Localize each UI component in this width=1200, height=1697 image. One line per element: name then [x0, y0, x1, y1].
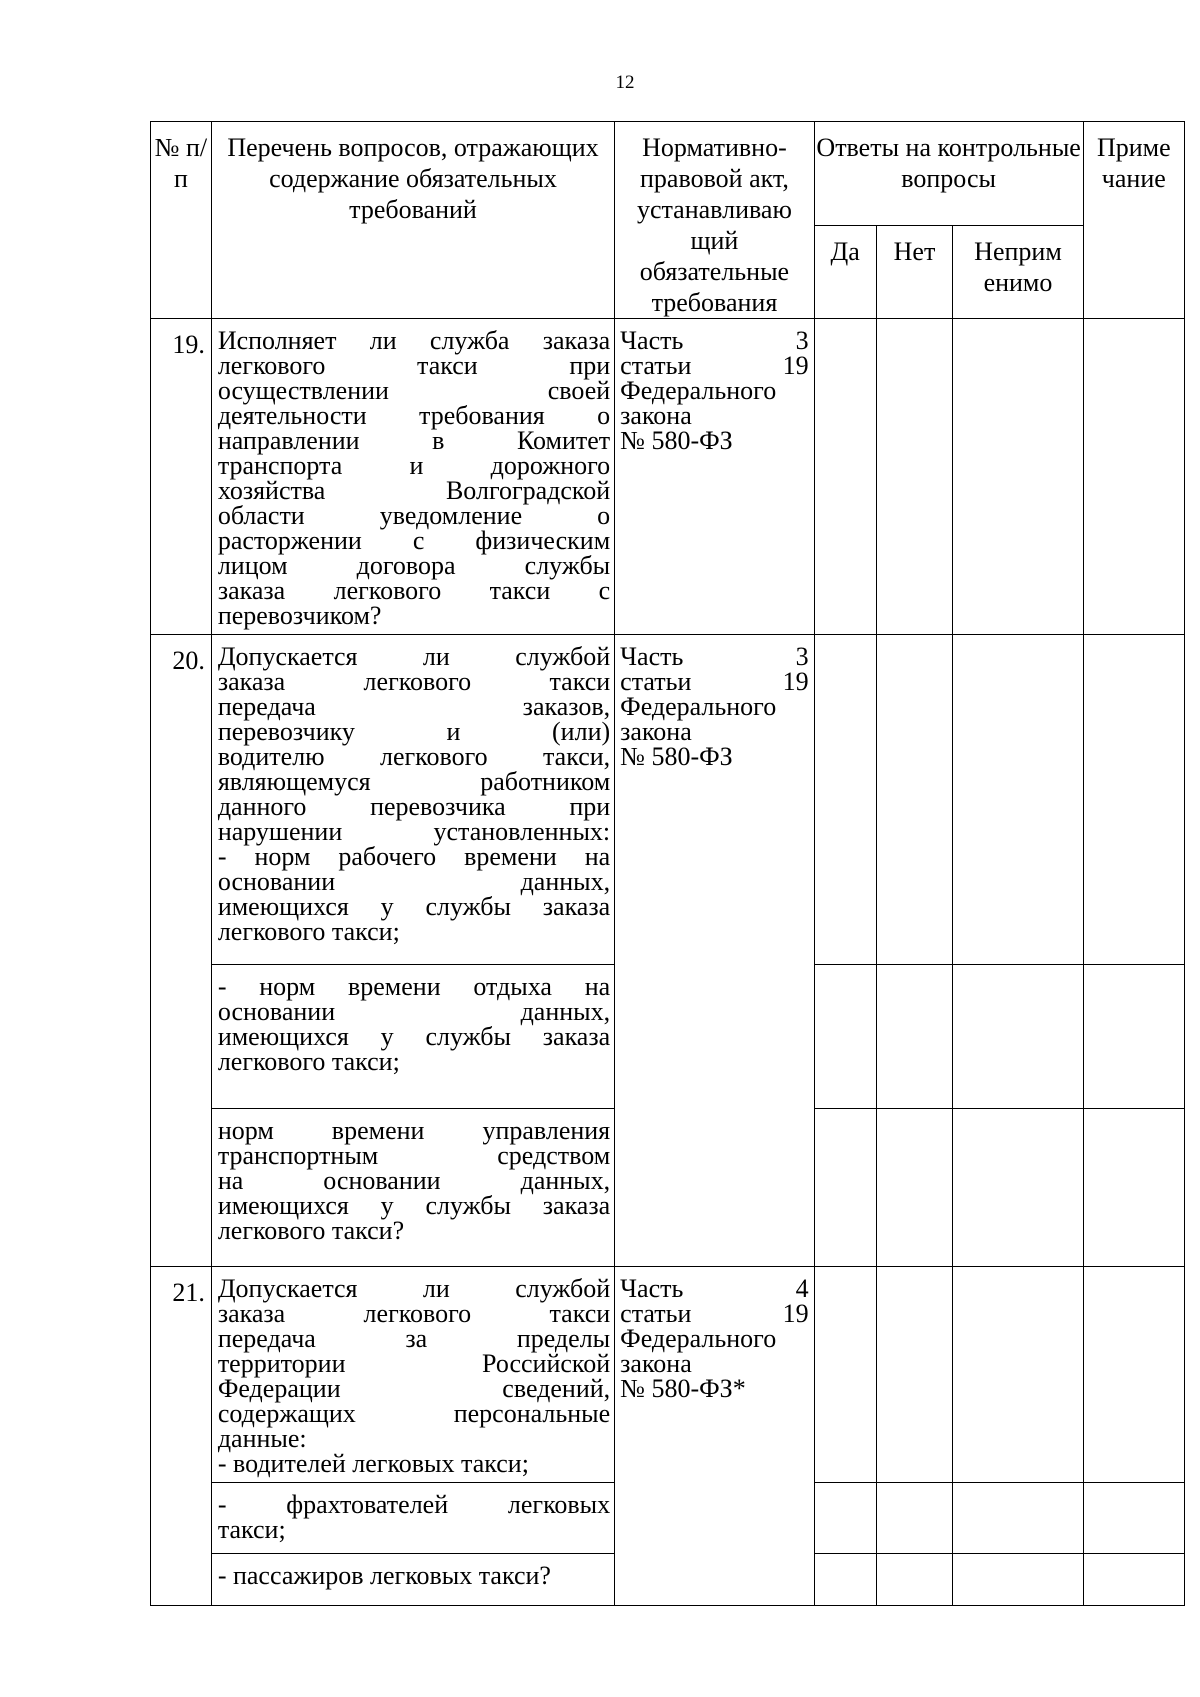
text-line: легкового такси;	[217, 917, 400, 946]
answer-na-cell[interactable]	[953, 319, 1083, 635]
note-cell[interactable]	[1083, 1483, 1184, 1554]
note-cell[interactable]	[1083, 1109, 1184, 1267]
text-line: направлении в Комитет	[217, 426, 611, 455]
text-line: заказа легкового такси с	[217, 576, 611, 605]
text-line: области уведомление о	[217, 501, 611, 530]
text-line: лицом договора службы	[217, 551, 611, 580]
answer-yes-cell[interactable]	[814, 1483, 876, 1554]
answer-na-cell[interactable]	[953, 1267, 1083, 1483]
text-line: - фрахтователей легковых	[217, 1490, 611, 1519]
row-number: 19.	[151, 319, 212, 635]
text-line: хозяйства Волгоградской	[217, 476, 611, 505]
row-number: 20.	[151, 635, 212, 1267]
text-line: Часть 3	[620, 642, 809, 671]
text-line: статьи 19	[620, 1299, 809, 1328]
text-line: перевозчиком?	[217, 601, 382, 630]
text-line: деятельности требования о	[217, 401, 611, 430]
question-text	[211, 319, 614, 635]
text-line: водителю легкового такси,	[217, 742, 611, 771]
answer-no-cell[interactable]	[876, 1109, 953, 1267]
page-number: 12	[615, 72, 635, 93]
text-line: - норм времени отдыха на	[217, 972, 611, 1001]
text-line: № 580-ФЗ	[620, 426, 733, 455]
legal-act	[615, 635, 815, 1267]
text-line: Федерального	[620, 1324, 777, 1353]
header-no: Нет	[876, 226, 953, 319]
table-row	[151, 319, 1185, 635]
question-text	[211, 635, 614, 965]
answer-no-cell[interactable]	[876, 1554, 953, 1606]
answer-yes-cell[interactable]	[814, 319, 876, 635]
answer-yes-cell[interactable]	[814, 1554, 876, 1606]
text-line: перевозчику и (или)	[217, 717, 611, 746]
header-yes: Да	[814, 226, 876, 319]
answer-no-cell[interactable]	[876, 635, 953, 965]
header-act: Нормативно-правовой акт, устанавливаю щий обязательные требования	[615, 122, 815, 319]
text-line: основании данных,	[217, 997, 611, 1026]
note-cell[interactable]	[1083, 635, 1184, 965]
text-line: легкового такси при	[217, 351, 611, 380]
text-line: Федерального	[620, 692, 777, 721]
header-questions: Перечень вопросов, отражающих содержание обязательных требований	[211, 122, 614, 319]
text-line: основании данных,	[217, 867, 611, 896]
text-line: являющемуся работником	[217, 767, 611, 796]
text-line: Федерального	[620, 376, 777, 405]
text-line: закона	[620, 1349, 692, 1378]
text-line: заказа легкового такси	[217, 1299, 611, 1328]
answer-na-cell[interactable]	[953, 1554, 1083, 1606]
header-answers: Ответы на контрольные вопросы	[814, 122, 1083, 226]
text-line: передача за пределы	[217, 1324, 611, 1353]
text-line: передача заказов,	[217, 692, 611, 721]
answer-yes-cell[interactable]	[814, 1267, 876, 1483]
question-text	[211, 1267, 614, 1483]
text-line: Часть 4	[620, 1274, 809, 1303]
text-line: территории Российской	[217, 1349, 611, 1378]
text-line: - пассажиров легковых такси?	[217, 1561, 551, 1590]
question-text	[211, 1483, 614, 1554]
text-line: Допускается ли службой	[217, 1274, 611, 1303]
text-line: № 580-ФЗ*	[620, 1374, 746, 1403]
row-number: 21.	[151, 1267, 212, 1606]
text-line: Допускается ли службой	[217, 642, 611, 671]
text-line: расторжении с физическим	[217, 526, 611, 555]
text-line: легкового такси;	[217, 1047, 400, 1076]
text-line: легкового такси?	[217, 1216, 405, 1245]
text-line: осуществлении своей	[217, 376, 611, 405]
text-line: статьи 19	[620, 667, 809, 696]
text-line: Часть 3	[620, 326, 809, 355]
answer-na-cell[interactable]	[953, 635, 1083, 965]
answer-na-cell[interactable]	[953, 965, 1083, 1109]
text-line: статьи 19	[620, 351, 809, 380]
text-line: такси;	[217, 1515, 286, 1544]
text-line: имеющихся у службы заказа	[217, 892, 611, 921]
question-text	[211, 965, 614, 1109]
answer-no-cell[interactable]	[876, 965, 953, 1109]
answer-na-cell[interactable]	[953, 1109, 1083, 1267]
text-line: данные:	[217, 1424, 307, 1453]
answer-no-cell[interactable]	[876, 1483, 953, 1554]
text-line: № 580-ФЗ	[620, 742, 733, 771]
header-number: № п/п	[151, 122, 212, 319]
text-line: закона	[620, 401, 692, 430]
text-line: норм времени управления	[217, 1116, 611, 1145]
table-row	[151, 635, 1185, 965]
text-line: - водителей легковых такси;	[217, 1449, 529, 1478]
question-text	[211, 1109, 614, 1267]
text-line: - норм рабочего времени на	[217, 842, 611, 871]
text-line: имеющихся у службы заказа	[217, 1191, 611, 1220]
text-line: Федерации сведений,	[217, 1374, 611, 1403]
checklist-table	[150, 121, 1185, 1606]
text-line: данного перевозчика при	[217, 792, 611, 821]
text-line: нарушении установленных:	[217, 817, 611, 846]
text-line: транспорта и дорожного	[217, 451, 611, 480]
legal-act	[615, 1267, 815, 1606]
text-line: содержащих персональные	[217, 1399, 611, 1428]
text-line: заказа легкового такси	[217, 667, 611, 696]
answer-yes-cell[interactable]	[814, 965, 876, 1109]
text-line: транспортным средством	[217, 1141, 611, 1170]
legal-act	[615, 319, 815, 635]
answer-na-cell[interactable]	[953, 1483, 1083, 1554]
answer-yes-cell[interactable]	[814, 1109, 876, 1267]
note-cell[interactable]	[1083, 965, 1184, 1109]
note-cell[interactable]	[1083, 1267, 1184, 1483]
text-line: имеющихся у службы заказа	[217, 1022, 611, 1051]
text-line: закона	[620, 717, 692, 746]
answer-no-cell[interactable]	[876, 319, 953, 635]
table-row	[151, 1267, 1185, 1483]
header-na: Неприм енимо	[953, 226, 1083, 319]
note-cell[interactable]	[1083, 319, 1184, 635]
answer-no-cell[interactable]	[876, 1267, 953, 1483]
text-line: Исполняет ли служба заказа	[217, 326, 611, 355]
note-cell[interactable]	[1083, 1554, 1184, 1606]
text-line: на основании данных,	[217, 1166, 611, 1195]
header-note: Приме чание	[1083, 122, 1184, 319]
answer-yes-cell[interactable]	[814, 635, 876, 965]
question-text	[211, 1554, 614, 1606]
